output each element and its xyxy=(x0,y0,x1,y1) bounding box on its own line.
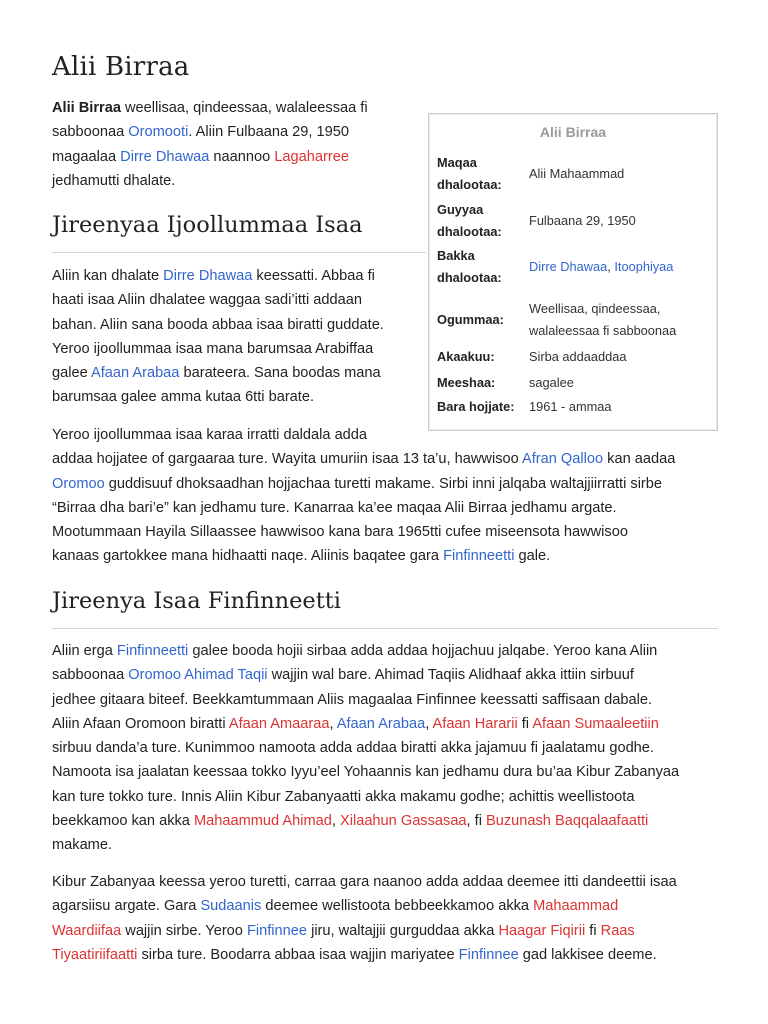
infobox-value: Sirba addaaddaa xyxy=(529,349,627,364)
text: galee xyxy=(52,365,91,382)
text: barateera. Sana boodas mana xyxy=(179,365,381,382)
infobox-value: Alii Mahaammad xyxy=(529,166,625,181)
text: beekkamoo kan akka xyxy=(52,813,194,830)
childhood-paragraph-1 xyxy=(52,264,422,410)
link-afran-qalloo[interactable]: Afran Qalloo xyxy=(522,451,604,468)
link-dirre-dhawaa-2[interactable]: Dirre Dhawaa xyxy=(163,268,253,284)
text: kan ture tokko ture. Innis Aliin Kibur Zabanyaatti akka makamu godhe; achittis weellistoota xyxy=(52,788,635,805)
infobox-value: 1961 - ammaa xyxy=(529,399,612,414)
infobox-label: Bara hojjate: xyxy=(437,399,515,414)
text: makame. xyxy=(52,837,113,854)
finfinne-paragraph-1 xyxy=(52,639,722,858)
text: agarsiisu argate. Gara xyxy=(52,898,201,915)
link-finfinnee-2[interactable]: Finfinnee xyxy=(458,946,519,963)
link-lagaharree[interactable]: Lagaharree xyxy=(274,148,349,165)
text: gad lakkisee deeme. xyxy=(518,946,657,963)
text: sabboonaa xyxy=(52,667,129,684)
text: guddisuuf dhoksaadhan hojjachaa turetti makame. Sirbi inni jalqaba waltajjiirratti sirbe xyxy=(104,475,663,492)
link-oromoo-ahimad-taqii[interactable]: Oromoo Ahimad Taqii xyxy=(128,667,268,684)
link-itoophiyaa[interactable]: Itoophiyaa xyxy=(614,259,674,274)
text: barumsaa galee amma kutaa 6tti barate. xyxy=(52,389,315,406)
link-finfinnee[interactable]: Finfinnee xyxy=(246,922,308,939)
infobox xyxy=(428,113,718,431)
bold-name: Alii Birraa xyxy=(52,100,121,116)
infobox-row-years-active xyxy=(437,396,713,418)
text: Yeroo ijoollummaa isaa mana barumsaa Arabiffaa xyxy=(52,340,374,357)
link-waardiifaa[interactable]: Waardiifaa xyxy=(52,922,122,939)
text: jedhamutti dhalate. xyxy=(52,172,176,189)
finfinne-paragraph-2 xyxy=(52,870,722,967)
text: galee booda hojii sirbaa adda addaa hojjachuu jalqabe. Yeroo kana Aliin xyxy=(188,643,658,659)
text: , fi xyxy=(466,813,487,830)
link-mahaammud-ahimad[interactable]: Mahaammud Ahimad xyxy=(193,813,332,830)
infobox-value: Dirre Dhawaa, Itoophiyaa xyxy=(529,259,674,274)
text: jiru, waltajjii gurguddaa akka xyxy=(307,922,499,939)
infobox-label: Maqaa dhalootaa: xyxy=(437,155,502,192)
text: kanaas gartokkee mana hidhaatti naqe. Aliinis baqatee gara xyxy=(52,548,444,565)
infobox-row-birth-place xyxy=(437,245,713,289)
text: fi xyxy=(585,922,601,939)
text: kan aadaa xyxy=(603,451,676,468)
infobox-value: Weellisaa, qindeessaa, walaleessaa fi sabboonaa xyxy=(529,301,677,338)
page-title: Alii Birraa xyxy=(52,52,190,82)
infobox-row-genre xyxy=(437,346,713,368)
link-raas[interactable]: Raas xyxy=(600,922,635,939)
link-finfinneetti-2[interactable]: Finfinneetti xyxy=(116,643,189,659)
infobox-label: Guyyaa dhalootaa: xyxy=(437,202,502,239)
infobox-row-birth-name xyxy=(437,152,713,196)
text: fi xyxy=(517,715,533,732)
text: , xyxy=(331,813,340,830)
text: Aliin kan dhalate xyxy=(52,268,164,284)
text: Yeroo ijoollummaa isaa karaa irratti daldala adda xyxy=(52,427,368,443)
text: Kibur Zabanyaa keessa yeroo turetti, carraa gara naanoo adda addaa deemee itti dandeettii isaa xyxy=(52,874,677,890)
text: sirba ture. Boodarra abbaa isaa wajjin mariyatee xyxy=(137,946,459,963)
link-dirre-dhawaa-infobox[interactable]: Dirre Dhawaa xyxy=(529,259,608,274)
infobox-row-instrument xyxy=(437,372,713,394)
infobox-label: Meeshaa: xyxy=(437,375,496,390)
link-afaan-hararii[interactable]: Afaan Hararii xyxy=(432,715,518,732)
infobox-row-occupation xyxy=(437,298,713,342)
text: wajjin wal bare. Ahimad Taqiis Alidhaaf akka ittiin sirbuuf xyxy=(267,667,634,684)
text: Namoota isa jaalatan keessaa tokko Iyyu’eel Yohaannis kan jedhamu dura bu’aa Kibur Zabanyaa xyxy=(52,764,680,781)
text: haati isaa Aliin dhalatee waggaa sadi’itti addaan xyxy=(52,292,362,309)
link-tiyaatiriifaatti[interactable]: Tiyaatiriifaatti xyxy=(52,946,138,963)
text: keessatti. Abbaa fi xyxy=(252,268,375,284)
link-afaan-arabaa-2[interactable]: Afaan Arabaa xyxy=(336,715,426,732)
text: naannoo xyxy=(209,148,275,165)
section-divider xyxy=(52,628,718,629)
link-afaan-sumaaleetiin[interactable]: Afaan Sumaaleetiin xyxy=(532,715,659,732)
link-mahaammad[interactable]: Mahaammad xyxy=(533,898,619,915)
link-buzunash-baqqalaafaatti[interactable]: Buzunash Baqqalaafaatti xyxy=(486,813,649,830)
infobox-value: Fulbaana 29, 1950 xyxy=(529,213,636,228)
link-finfinneetti[interactable]: Finfinneetti xyxy=(443,548,515,565)
text: gale. xyxy=(514,548,551,565)
text: “Birraa dha bari’e” kan jedhamu ture. Kanarraa ka’ee maqaa Alii Birraa jedhamu argate. xyxy=(52,499,617,516)
text: jedhee gitaara biteef. Beekkamtummaan Aliis magaalaa Finfinnee keessatti saffisaan dabale. xyxy=(52,691,653,708)
text: sirbuu danda’a ture. Kunimmoo namoota adda addaa biratti akka jajamuu fi jaalatamu godhe. xyxy=(52,740,654,757)
text: sabboonaa xyxy=(52,124,129,141)
link-afaan-amaaraa[interactable]: Afaan Amaaraa xyxy=(228,715,330,732)
link-sudaanis[interactable]: Sudaanis xyxy=(200,898,262,915)
infobox-title: Alii Birraa xyxy=(539,124,607,140)
text: , xyxy=(425,715,433,732)
text: magaalaa xyxy=(52,148,121,165)
link-haagar-fiqirii[interactable]: Haagar Fiqirii xyxy=(498,922,586,939)
text: Aliin erga xyxy=(52,643,117,659)
text: , xyxy=(329,715,337,732)
text: deemee wellistoota bebbeekkamoo akka xyxy=(261,898,534,915)
text: Aliin Afaan Oromoon biratti xyxy=(52,715,229,732)
intro-paragraph xyxy=(52,96,412,193)
text: wajjin sirbe. Yeroo xyxy=(121,922,247,939)
link-oromoo[interactable]: Oromoo xyxy=(52,475,105,492)
infobox-label: Ogummaa: xyxy=(437,312,504,327)
infobox-value: sagalee xyxy=(529,375,574,390)
link-xilaahun-gassasaa[interactable]: Xilaahun Gassasaa xyxy=(339,813,467,830)
childhood-paragraph-2 xyxy=(52,423,722,569)
section-divider xyxy=(52,252,426,253)
text: addaa hojjatee of gargaaraa ture. Wayita umuriin isaa 13 ta’u, hawwisoo xyxy=(52,451,522,468)
text: . Aliin Fulbaana 29, 1950 xyxy=(188,124,349,141)
text: Mootummaan Hayila Sillaassee hawwisoo kana bara 1965tti cufee miseensota hawwisoo xyxy=(52,524,628,541)
link-afaan-arabaa[interactable]: Afaan Arabaa xyxy=(90,365,180,382)
infobox-label: Bakka dhalootaa: xyxy=(437,248,502,285)
link-dirre-dhawaa[interactable]: Dirre Dhawaa xyxy=(120,148,210,165)
text: weellisaa, qindeessaa, walaleessaa fi xyxy=(120,100,368,116)
section-heading-finfinne: Jireenya Isaa Finfinneetti xyxy=(52,588,341,614)
link-oromooti[interactable]: Oromooti xyxy=(128,124,189,141)
infobox-label: Akaakuu: xyxy=(437,349,495,364)
text: bahan. Aliin sana booda abbaa isaa biratti guddate. xyxy=(52,316,384,333)
section-heading-childhood: Jireenyaa Ijoollummaa Isaa xyxy=(52,212,363,238)
infobox-row-birth-date xyxy=(437,199,713,243)
